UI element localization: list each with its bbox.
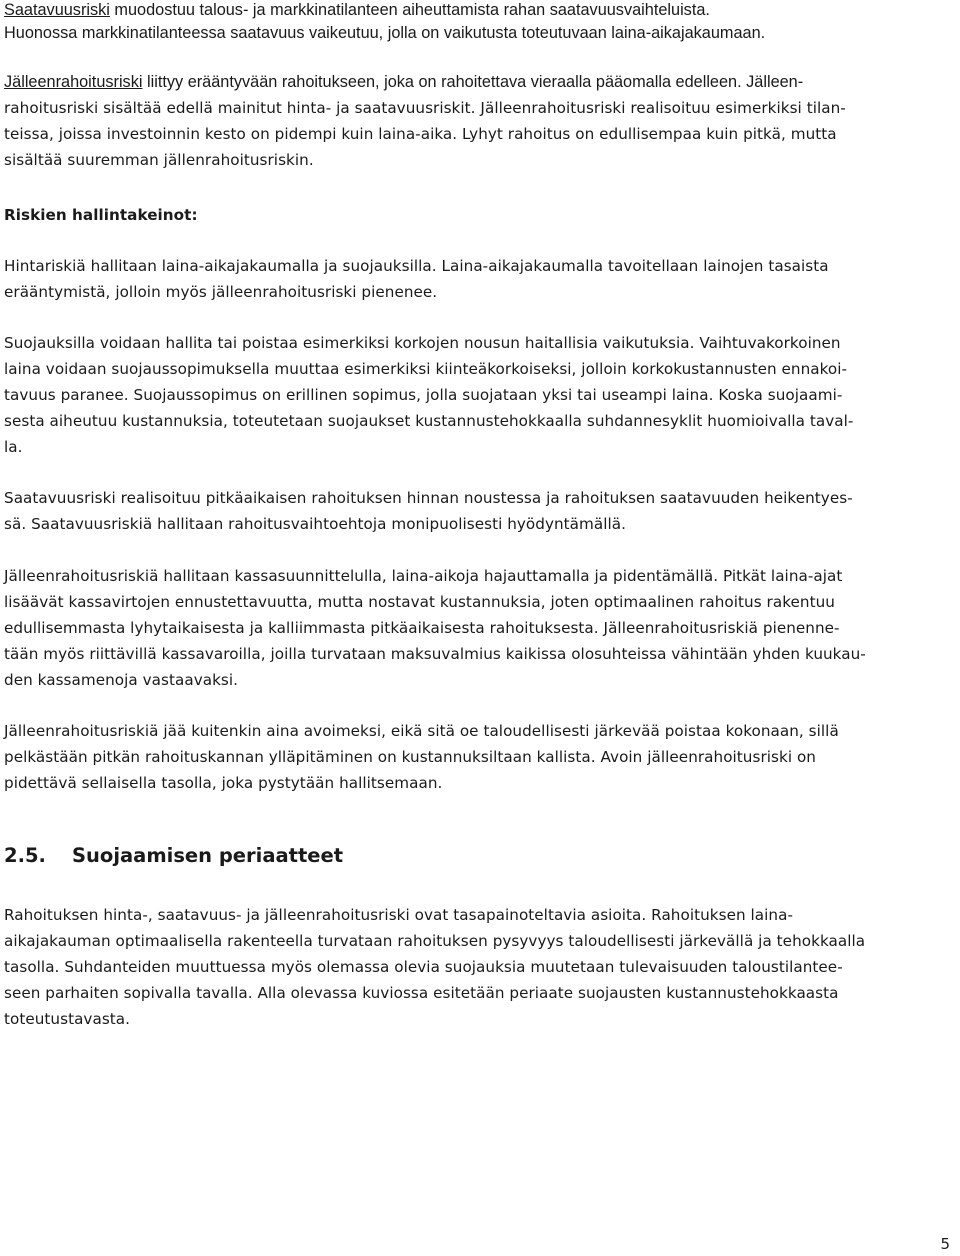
- riskien-heading: Riskien hallintakeinot:: [4, 206, 198, 224]
- section-line-4: seen parhaiten sopivalla tavalla. Alla olevassa kuviossa esitetään periaate suojausten kustannustehokkaasta: [4, 984, 839, 1002]
- page-number: 5: [940, 1235, 950, 1253]
- para-3-line-2: sä. Saatavuusriskiä hallitaan rahoitusvaihtoehtoja monipuolisesti hyödyntämällä.: [4, 515, 627, 533]
- para-2-line-2: laina voidaan suojaussopimuksella muuttaa esimerkiksi kiinteäkorkoiseksi, jolloin korkokustannusten ennakoi-: [4, 360, 848, 378]
- intro-line-1: Saatavuusriski muodostuu talous- ja markkinatilanteen aiheuttamista rahan saatavuusvaihteluista.: [4, 1, 710, 19]
- para-5-line-3: pidettävä sellaisella tasolla, joka pystytään hallitsemaan.: [4, 774, 443, 792]
- section-line-1: Rahoituksen hinta-, saatavuus- ja jälleenrahoitusriski ovat tasapainoteltavia asioita. Rahoituksen laina-: [4, 906, 793, 924]
- section-line-2: aikajakauman optimaalisella rakenteella turvataan rahoituksen pysyvyys taloudellisesti järkevällä ja tehokkaalla: [4, 932, 866, 950]
- para-5-line-1: Jälleenrahoitusriskiä jää kuitenkin aina avoimeksi, eikä sitä oe taloudellisesti järkevää poistaa kokonaan, sillä: [4, 722, 839, 740]
- para-4-line-1: Jälleenrahoitusriskiä hallitaan kassasuunnittelulla, laina-aikoja hajauttamalla ja pidentämällä. Pitkät laina-ajat: [4, 567, 843, 585]
- section-number: 2.5.: [4, 844, 46, 867]
- para-1-line-1: Hintariskiä hallitaan laina-aikajakaumalla ja suojauksilla. Laina-aikajakaumalla tavoitellaan lainojen tasaista: [4, 257, 829, 275]
- para-1-line-2: erääntymistä, jolloin myös jälleenrahoitusriski pienenee.: [4, 283, 438, 301]
- para-2-line-1: Suojauksilla voidaan hallita tai poistaa esimerkiksi korkojen nousun haitallisia vaikutuksia. Vaihtuvakorkoinen: [4, 334, 841, 352]
- section-heading: [4, 843, 343, 869]
- para-2-line-3: tavuus paranee. Suojaussopimus on erillinen sopimus, jolla suojataan yksi tai useampi laina. Koska suojaami-: [4, 386, 843, 404]
- intro-line-6: sisältää suuremman jällenrahoitusriskin.: [4, 151, 314, 169]
- para-4-line-2: lisäävät kassavirtojen ennustettavuutta, mutta nostavat kustannuksia, joten optimaalinen rahoitus rakentuu: [4, 593, 835, 611]
- para-4-line-4: tään myös riittävillä kassavaroilla, joilla turvataan maksuvalmius kaikissa olosuhteissa vähintään yhden kuukau-: [4, 645, 866, 663]
- term-jalleenrahoitusriski: Jälleenrahoitusriski: [4, 73, 143, 91]
- intro-line-2: Huonossa markkinatilanteessa saatavuus vaikeutuu, jolla on vaikutusta toteutuvaan laina-aikajakaumaan.: [4, 24, 766, 42]
- para-2-line-4: sesta aiheutuu kustannuksia, toteutetaan suojaukset kustannustehokkaalla suhdannesyklit huomioivalla taval-: [4, 412, 854, 430]
- term-saatavuusriski: Saatavuusriski: [4, 1, 110, 19]
- intro-line-4: rahoitusriski sisältää edellä mainitut hinta- ja saatavuusriskit. Jälleenrahoitusriski realisoituu esimerkiksi tilan-: [4, 99, 846, 117]
- section-title: Suojaamisen periaatteet: [72, 844, 344, 867]
- para-2-line-5: la.: [4, 438, 23, 456]
- section-line-5: toteutustavasta.: [4, 1010, 131, 1028]
- para-4-line-5: den kassamenoja vastaavaksi.: [4, 671, 239, 689]
- para-4-line-3: edullisemmasta lyhytaikaisesta ja kalliimmasta pitkäaikaisesta rahoituksesta. Jälleenrahoitusriskiä pienenne-: [4, 619, 840, 637]
- intro-line-3: Jälleenrahoitusriski liittyy erääntyvään rahoitukseen, joka on rahoitettava vieraalla pääomalla edelleen. Jälleen-: [4, 73, 804, 91]
- intro-line-5: teissa, joissa investoinnin kesto on pidempi kuin laina-aika. Lyhyt rahoitus on edullisempaa kuin pitkä, mutta: [4, 125, 837, 143]
- para-5-line-2: pelkästään pitkän rahoituskannan ylläpitäminen on kustannuksiltaan kallista. Avoin jälleenrahoitusriski on: [4, 748, 816, 766]
- section-line-3: tasolla. Suhdanteiden muuttuessa myös olemassa olevia suojauksia muutetaan tulevaisuuden taloustilantee-: [4, 958, 843, 976]
- para-3-line-1: Saatavuusriski realisoituu pitkäaikaisen rahoituksen hinnan noustessa ja rahoituksen saatavuuden heikentyes-: [4, 489, 853, 507]
